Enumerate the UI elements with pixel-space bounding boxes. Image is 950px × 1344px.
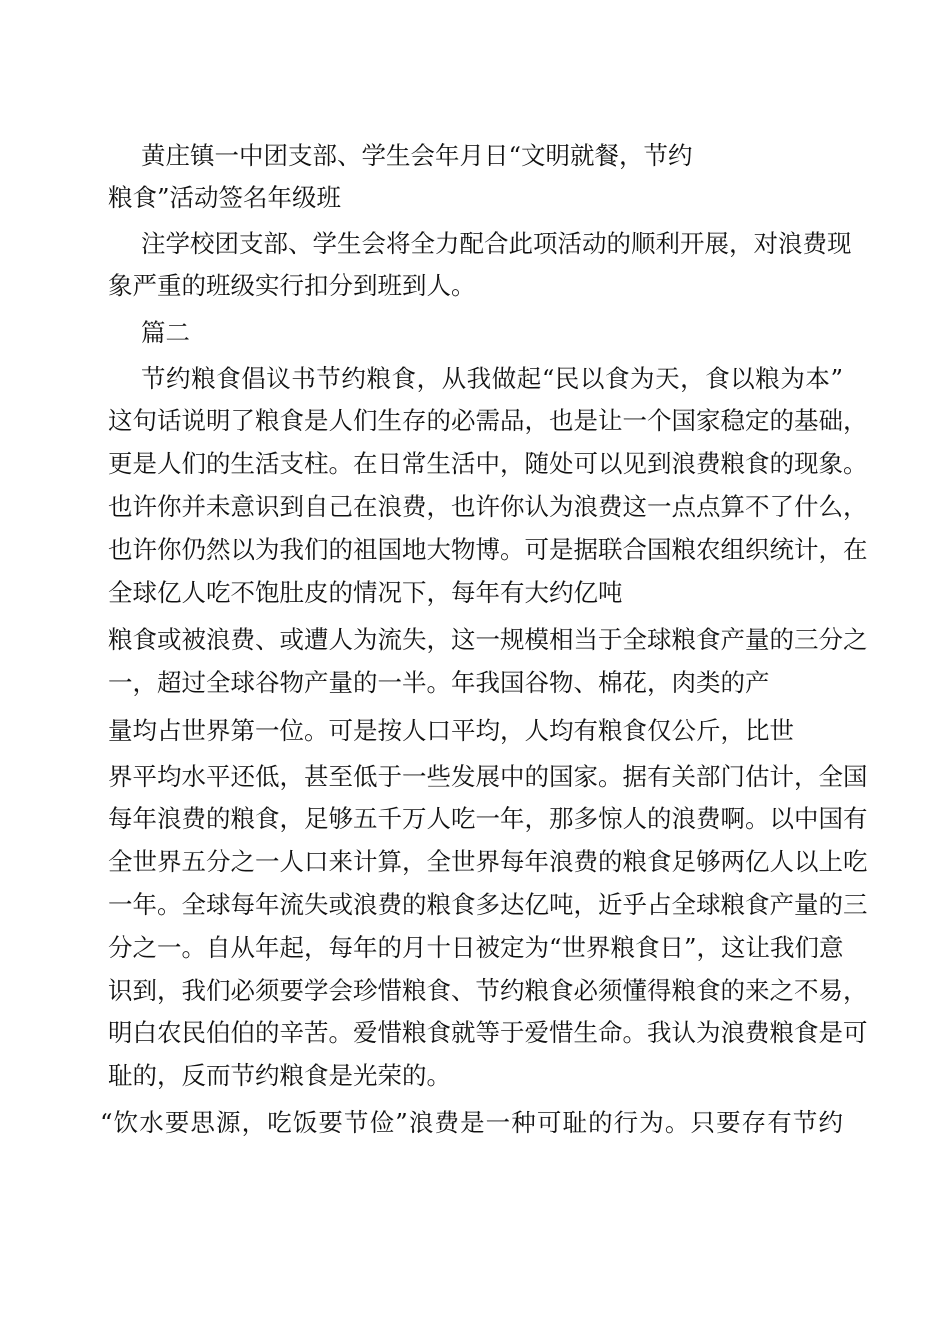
text-line: 每年浪费的粮食，足够五千万人吃一年，那多惊人的浪费啊。以中国有	[108, 804, 868, 833]
text-line: 识到，我们必须要学会珍惜粮食、节约粮食必须懂得粮食的来之不易，	[108, 976, 868, 1005]
text-line: 耻的，反而节约粮食是光荣的。	[108, 1061, 451, 1090]
text-line: 粮食或被浪费、或遭人为流失，这一规模相当于全球粮食产量的三分之	[108, 625, 868, 654]
text-line: 节约粮食倡议书节约粮食，从我做起“民以食为天，食以粮为本”	[141, 364, 843, 393]
section-heading: 篇二	[141, 318, 190, 347]
text-line: 一，超过全球谷物产量的一半。年我国谷物、棉花，肉类的产	[108, 668, 770, 697]
text-line: 更是人们的生活支柱。在日常生活中，随处可以见到浪费粮食的现象。	[108, 449, 868, 478]
text-line: 也许你并未意识到自己在浪费，也许你认为浪费这一点点算不了什么，	[108, 492, 868, 521]
text-line: 全球亿人吃不饱肚皮的情况下，每年有大约亿吨	[108, 578, 623, 607]
text-line: 全世界五分之一人口来计算，全世界每年浪费的粮食足够两亿人以上吃	[108, 847, 868, 876]
text-line: 注学校团支部、学生会将全力配合此项活动的顺利开展，对浪费现	[141, 229, 852, 258]
text-line: “饮水要思源，吃饭要节俭”浪费是一种可耻的行为。只要存有节约	[100, 1108, 843, 1137]
text-line: 界平均水平还低，甚至低于一些发展中的国家。据有关部门估计，全国	[108, 762, 868, 791]
text-line: 粮食”活动签名年级班	[108, 183, 342, 212]
text-line: 一年。全球每年流失或浪费的粮食多达亿吨，近乎占全球粮食产量的三	[108, 890, 868, 919]
text-line: 明白农民伯伯的辛苦。爱惜粮食就等于爱惜生命。我认为浪费粮食是可	[108, 1018, 868, 1047]
text-line: 分之一。自从年起，每年的月十日被定为“世界粮食日”，这让我们意	[108, 933, 844, 962]
text-line: 也许你仍然以为我们的祖国地大物博。可是据联合国粮农组织统计，在	[108, 535, 868, 564]
text-line: 象严重的班级实行扣分到班到人。	[108, 271, 476, 300]
text-line: 这句话说明了粮食是人们生存的必需品，也是让一个国家稳定的基础，	[108, 406, 868, 435]
text-line: 量均占世界第一位。可是按人口平均，人均有粮食仅公斤，比世	[108, 716, 794, 745]
text-line: 黄庄镇一中团支部、学生会年月日“文明就餐，节约	[141, 141, 693, 170]
